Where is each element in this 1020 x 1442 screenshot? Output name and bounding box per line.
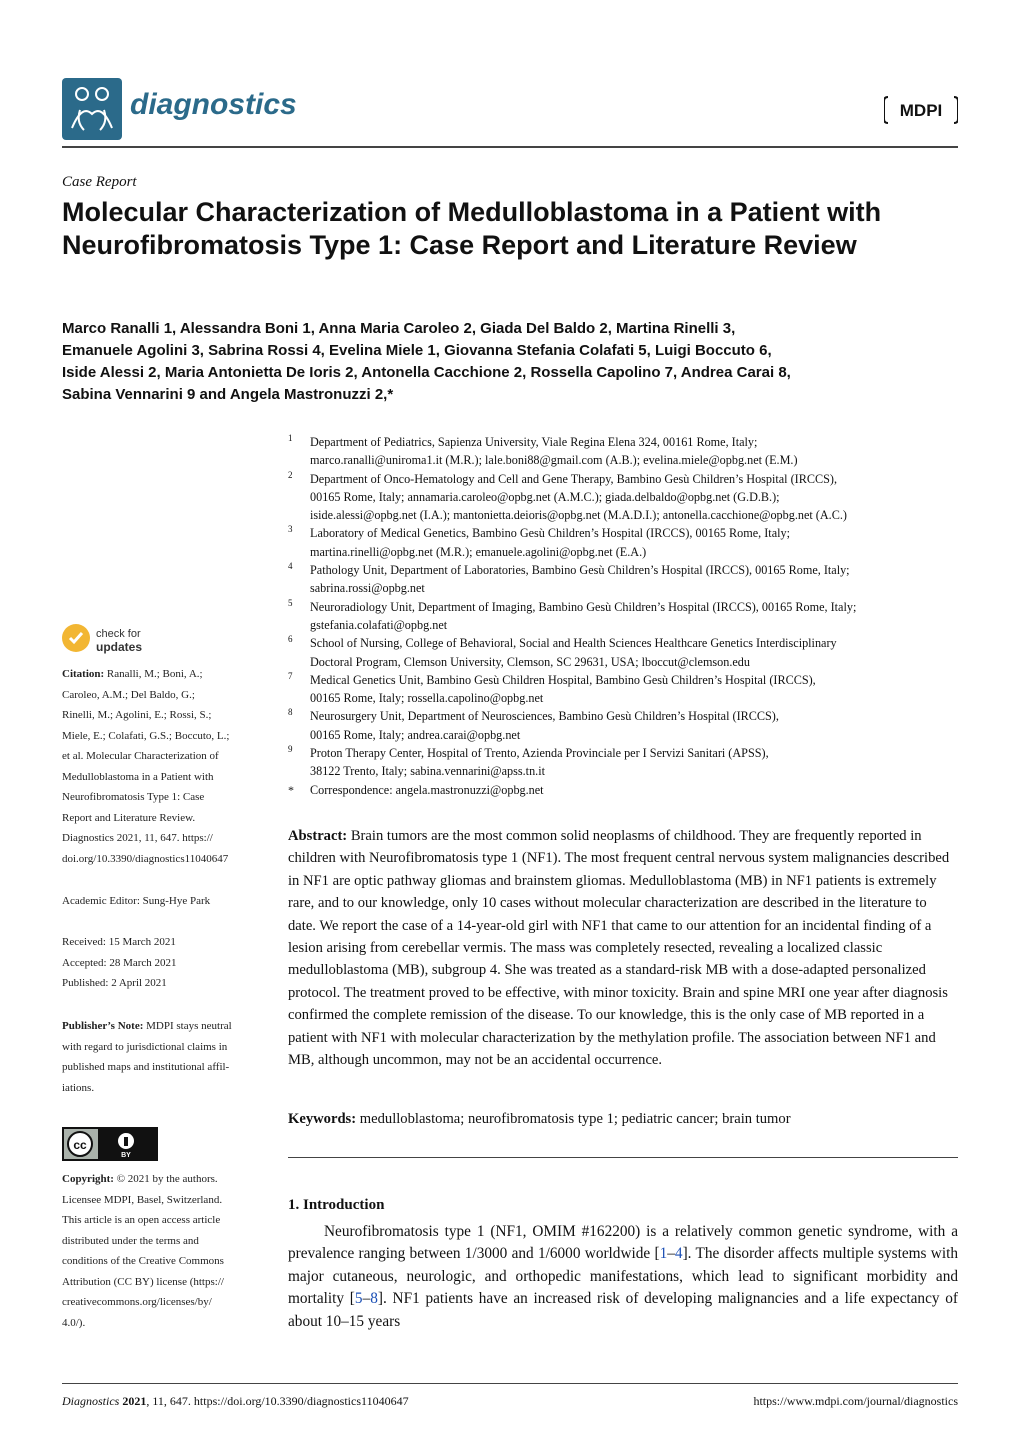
footer-url[interactable]: https://www.mdpi.com/journal/diagnostics bbox=[753, 1394, 958, 1408]
abstract bbox=[288, 825, 958, 1071]
affiliation-line: gstefania.colafati@opbg.net bbox=[310, 617, 448, 632]
publisher-logo bbox=[884, 95, 958, 125]
affiliation-number: 2 bbox=[288, 469, 293, 480]
affiliation-line: 00165 Rome, Italy; annamaria.caroleo@opbg.net (A.M.C.); giada.delbaldo@opbg.net (G.D.B.); bbox=[310, 489, 780, 504]
affiliation-line: Proton Therapy Center, Hospital of Trento, Azienda Provinciale per I Servizi Sanitari (APSS), bbox=[310, 746, 769, 761]
svg-text:MDPI: MDPI bbox=[899, 101, 943, 120]
author-line: Marco Ranalli 1, Alessandra Boni 1, Anna Maria Caroleo 2, Giada Del Baldo 2, Martina Rinelli 3, bbox=[62, 320, 736, 337]
academic-editor: Academic Editor: Sung-Hye Park bbox=[62, 895, 211, 907]
copyright-line: Attribution (CC BY) license (https:// bbox=[62, 1275, 224, 1288]
affiliation-number: 1 bbox=[288, 433, 293, 443]
keywords-label: Keywords: bbox=[288, 1111, 357, 1127]
affiliation-item bbox=[288, 470, 978, 525]
affiliation-line: marco.ranalli@uniroma1.it (M.R.); lale.boni88@gmail.com (A.B.); evelina.miele@opbg.net (E.M.) bbox=[310, 453, 798, 468]
citation-line: Diagnostics 2021, 11, 647. https:// bbox=[62, 832, 213, 844]
affiliation-number: 6 bbox=[288, 634, 293, 645]
journal-name: diagnostics bbox=[130, 88, 297, 121]
section-rule bbox=[288, 1157, 958, 1158]
affiliation-line: Department of Onco-Hematology and Cell and Gene Therapy, Bambino Gesù Children’s Hospital (IRCCS), bbox=[310, 471, 838, 486]
citation-line: Medulloblastoma in a Patient with bbox=[62, 770, 214, 783]
publisher-note-label: Publisher’s Note: bbox=[62, 1020, 144, 1032]
check-updates-icon[interactable] bbox=[62, 624, 90, 652]
intro-text: Neurofibromatosis type 1 (NF1, OMIM #162200) is a relatively common genetic syndrome, with a prevalence ranging between 1/3000 and 1/6000 worldwide [ bbox=[288, 1223, 958, 1263]
affiliation-number: 9 bbox=[288, 744, 293, 755]
affiliation-number: 8 bbox=[288, 707, 293, 718]
abstract-label: Abstract: bbox=[288, 828, 348, 844]
footer-year: 2021 bbox=[122, 1394, 147, 1408]
affiliation-number: 4 bbox=[288, 561, 293, 572]
keywords bbox=[288, 1111, 958, 1128]
received-date: Received: 15 March 2021 bbox=[62, 936, 176, 948]
reference-link[interactable]: 8 bbox=[370, 1290, 378, 1308]
dates-block bbox=[62, 932, 272, 994]
range-dash: – bbox=[362, 1290, 371, 1308]
affiliation-line: martina.rinelli@opbg.net (M.R.); emanuele.agolini@opbg.net (E.A.) bbox=[310, 544, 647, 559]
affiliation-line: Department of Pediatrics, Sapienza University, Viale Regina Elena 324, 00161 Rome, Italy; bbox=[310, 435, 758, 449]
journal-logo-icon bbox=[62, 78, 122, 140]
footer-citation bbox=[62, 1394, 409, 1409]
intro-text: ]. The disorder affects multiple systems with major cutaneous, neurologic, and orthopedic manifestations, which lead to significant morbidity and mortality [ bbox=[288, 1245, 958, 1308]
copyright-line: 4.0/). bbox=[62, 1316, 86, 1329]
header-rule bbox=[62, 146, 958, 148]
published-date: Published: 2 April 2021 bbox=[62, 977, 167, 989]
citation-block bbox=[62, 664, 272, 869]
copyright-line: conditions of the Creative Commons bbox=[62, 1255, 224, 1267]
keywords-text: medulloblastoma; neurofibromatosis type 1; pediatric cancer; brain tumor bbox=[359, 1111, 791, 1127]
copyright-line: © 2021 by the authors. bbox=[116, 1173, 218, 1185]
reference-link[interactable]: 1 bbox=[659, 1245, 668, 1263]
svg-text:BY: BY bbox=[121, 1152, 131, 1159]
publisher-note bbox=[62, 1016, 272, 1098]
citation-line: Caroleo, A.M.; Del Baldo, G.; bbox=[62, 688, 195, 701]
intro-text: ]. NF1 patients have an increased risk of developing malignancies and a life expectancy of about 10–15 years bbox=[288, 1290, 958, 1330]
affiliation-item bbox=[288, 707, 978, 744]
affiliation-number: * bbox=[288, 782, 294, 797]
affiliation-line: Pathology Unit, Department of Laboratories, Bambino Gesù Children’s Hospital (IRCCS), 00165 Rome, Italy; bbox=[310, 563, 850, 578]
publisher-note-line: with regard to jurisdictional claims in bbox=[62, 1040, 228, 1053]
citation-doi-link[interactable]: doi.org/10.3390/diagnostics11040647 bbox=[62, 852, 229, 865]
affiliation-line: sabrina.rossi@opbg.net bbox=[310, 581, 425, 596]
license-link[interactable]: creativecommons.org/licenses/by/ bbox=[62, 1296, 212, 1308]
affiliation-line: 00165 Rome, Italy; rossella.capolino@opbg.net bbox=[310, 691, 544, 706]
intro-paragraph bbox=[288, 1221, 958, 1333]
affiliation-line: Neuroradiology Unit, Department of Imaging, Bambino Gesù Children’s Hospital (IRCCS), 00165 Rome, Italy; bbox=[310, 599, 857, 614]
affiliation-item bbox=[288, 561, 978, 598]
copyright-label: Copyright: bbox=[62, 1173, 114, 1185]
cc-by-license-icon[interactable] bbox=[62, 1127, 158, 1161]
affiliation-line: Neurosurgery Unit, Department of Neurosciences, Bambino Gesù Children’s Hospital (IRCCS), bbox=[310, 709, 779, 724]
copyright-line: Licensee MDPI, Basel, Switzerland. bbox=[62, 1193, 223, 1206]
affiliation-item bbox=[288, 598, 978, 635]
article-type: Case Report bbox=[62, 174, 137, 190]
affiliation-item bbox=[288, 781, 978, 799]
affiliation-line: 38122 Trento, Italy; sabina.vennarini@apss.tn.it bbox=[310, 764, 545, 779]
affiliation-item bbox=[288, 433, 978, 470]
check-updates-label[interactable]: check for bbox=[96, 628, 141, 640]
svg-text:cc: cc bbox=[73, 1138, 87, 1152]
check-updates-label-bold[interactable]: updates bbox=[96, 640, 143, 654]
footer-rule bbox=[62, 1383, 958, 1384]
citation-line: Ranalli, M.; Boni, A.; bbox=[106, 668, 203, 680]
author-list bbox=[62, 318, 962, 406]
affiliation-list bbox=[288, 433, 978, 799]
affiliation-item bbox=[288, 744, 978, 781]
copyright-block bbox=[62, 1169, 272, 1333]
citation-line: Report and Literature Review. bbox=[62, 811, 196, 824]
affiliation-line: Correspondence: angela.mastronuzzi@opbg.net bbox=[310, 782, 544, 797]
affiliation-line: Medical Genetics Unit, Bambino Gesù Children Hospital, Bambino Gesù Children’s Hospital (IRCCS), bbox=[310, 672, 816, 687]
citation-line: Rinelli, M.; Agolini, E.; Rossi, S.; bbox=[62, 709, 212, 721]
author-line: Iside Alessi 2, Maria Antonietta De Ioris 2, Antonella Cacchione 2, Rossella Capolino 7, Andrea Carai 8, bbox=[62, 364, 791, 381]
affiliation-number: 5 bbox=[288, 597, 293, 608]
copyright-line: This article is an open access article bbox=[62, 1214, 221, 1226]
publisher-note-line: MDPI stays neutral bbox=[146, 1020, 232, 1032]
affiliation-line: Doctoral Program, Clemson University, Clemson, SC 29631, USA; lboccut@clemson.edu bbox=[310, 654, 750, 669]
citation-line: Neurofibromatosis Type 1: Case bbox=[62, 791, 205, 803]
reference-link[interactable]: 4 bbox=[674, 1245, 683, 1263]
affiliation-item bbox=[288, 671, 978, 708]
copyright-line: distributed under the terms and bbox=[62, 1234, 199, 1247]
range-dash: – bbox=[667, 1245, 675, 1263]
abstract-text: Brain tumors are the most common solid neoplasms of childhood. They are frequently reported in children with Neurofibromatosis type 1 (NF1). The most frequent central nervous system malignancies described in NF1 are optic pathway gliomas and brainstem gliomas. Medulloblastoma (MB) in NF1 patients is extremely rare, and to our knowledge, only 10 cases without molecular characterization are described in the literature to date. We report the case of a 14-year-old girl with NF1 that came to our attention for an incidental finding of a lesion arising from cerebellar vermis. The mass was completely resected, revealing a localized classic medulloblastoma (MB), subgroup 4. She was treated as a standard-risk MB with a dose-adapted personalized protocol. The treatment proved to be effective, with minor toxicity. Brain and spine MRI one year after diagnosis confirmed the complete remission of the disease. To our knowledge, this is the only case of MB reported in a patient with NF1 with molecular characterization by the methylation profile. The association between NF1 and MB, although uncommon, may not be an accidental occurrence. bbox=[288, 828, 950, 1069]
accepted-date: Accepted: 28 March 2021 bbox=[62, 956, 177, 969]
footer-doi[interactable]: , 11, 647. https://doi.org/10.3390/diagnostics11040647 bbox=[146, 1394, 409, 1408]
author-line: Emanuele Agolini 3, Sabrina Rossi 4, Evelina Miele 1, Giovanna Stefania Colafati 5, Luigi Boccuto 6, bbox=[62, 342, 772, 359]
affiliation-number: 7 bbox=[288, 670, 293, 681]
author-line: Sabina Vennarini 9 and Angela Mastronuzzi 2,* bbox=[62, 386, 394, 403]
section-heading: 1. Introduction bbox=[288, 1197, 385, 1213]
affiliation-item bbox=[288, 634, 978, 671]
affiliation-item bbox=[288, 524, 978, 561]
affiliation-line: School of Nursing, College of Behavioral, Social and Health Sciences Healthcare Genetics Interdisciplinary bbox=[310, 636, 837, 651]
citation-label: Citation: bbox=[62, 668, 105, 680]
affiliation-number: 3 bbox=[288, 524, 293, 535]
citation-line: Miele, E.; Colafati, G.S.; Boccuto, L.; bbox=[62, 729, 230, 742]
reference-link[interactable]: 5 bbox=[354, 1290, 363, 1308]
affiliation-line: iside.alessi@opbg.net (I.A.); mantonietta.deioris@opbg.net (M.A.D.I.); antonella.cacchione@opbg.net (A.C.) bbox=[310, 508, 847, 523]
article-title: Molecular Characterization of Medulloblastoma in a Patient with Neurofibromatosis Type 1: Case Report and Literature Review bbox=[62, 197, 882, 260]
publisher-note-line: published maps and institutional affil- bbox=[62, 1061, 230, 1073]
footer-journal: Diagnostics bbox=[62, 1394, 120, 1408]
publisher-note-line: iations. bbox=[62, 1081, 95, 1094]
affiliation-line: 00165 Rome, Italy; andrea.carai@opbg.net bbox=[310, 727, 521, 742]
citation-line: et al. Molecular Characterization of bbox=[62, 750, 219, 762]
affiliation-line: Laboratory of Medical Genetics, Bambino Gesù Children’s Hospital (IRCCS), 00165 Rome, Italy; bbox=[310, 526, 790, 541]
